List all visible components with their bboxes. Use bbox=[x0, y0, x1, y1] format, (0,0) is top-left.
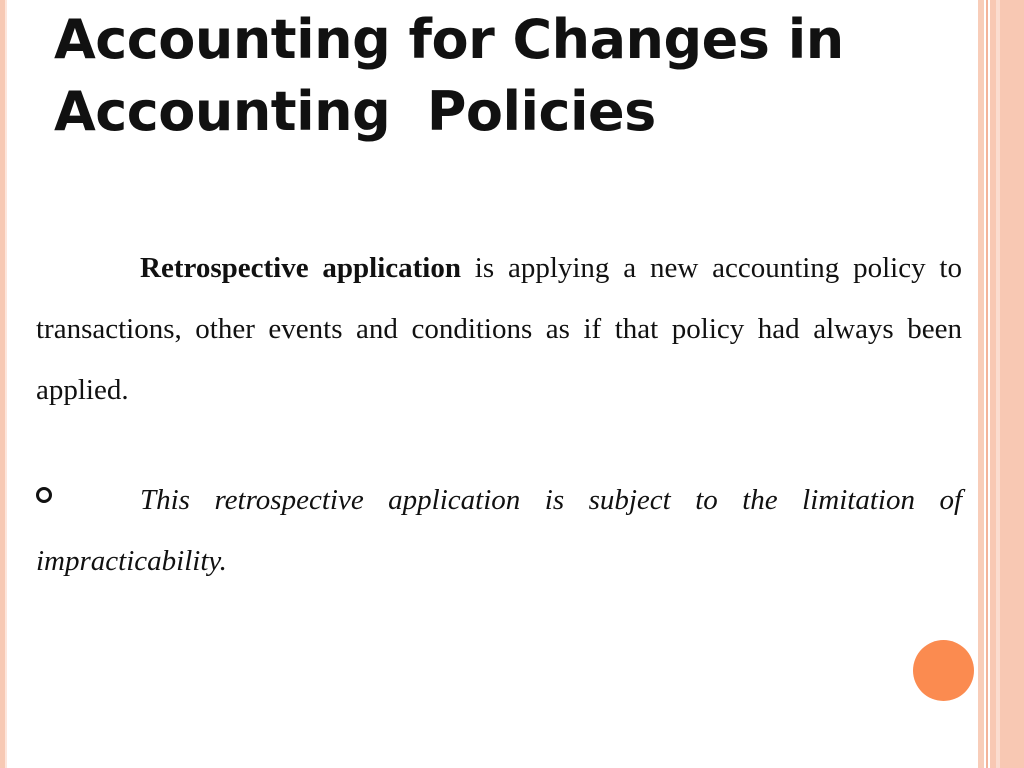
right-border-stripe-4 bbox=[996, 0, 1000, 768]
title-line-1: Accounting for Changes in bbox=[54, 8, 844, 71]
bullet-text: This retrospective application is subject to the limitation of impracticability. bbox=[36, 484, 962, 577]
slide-title bbox=[54, 4, 954, 148]
right-border-stripe-2 bbox=[986, 0, 988, 768]
definition-term: Retrospective application bbox=[140, 252, 461, 284]
orange-circle-icon bbox=[913, 640, 974, 701]
right-border-stripe-1 bbox=[978, 0, 984, 768]
definition-paragraph bbox=[36, 238, 962, 421]
left-border-inner-stripe bbox=[5, 0, 7, 768]
definition-text: is applying a new accounting policy to transactions, other events and conditions as if that policy had always been applied. bbox=[36, 252, 962, 406]
bullet-paragraph bbox=[36, 470, 962, 592]
title-line-2: Accounting Policies bbox=[54, 80, 656, 143]
